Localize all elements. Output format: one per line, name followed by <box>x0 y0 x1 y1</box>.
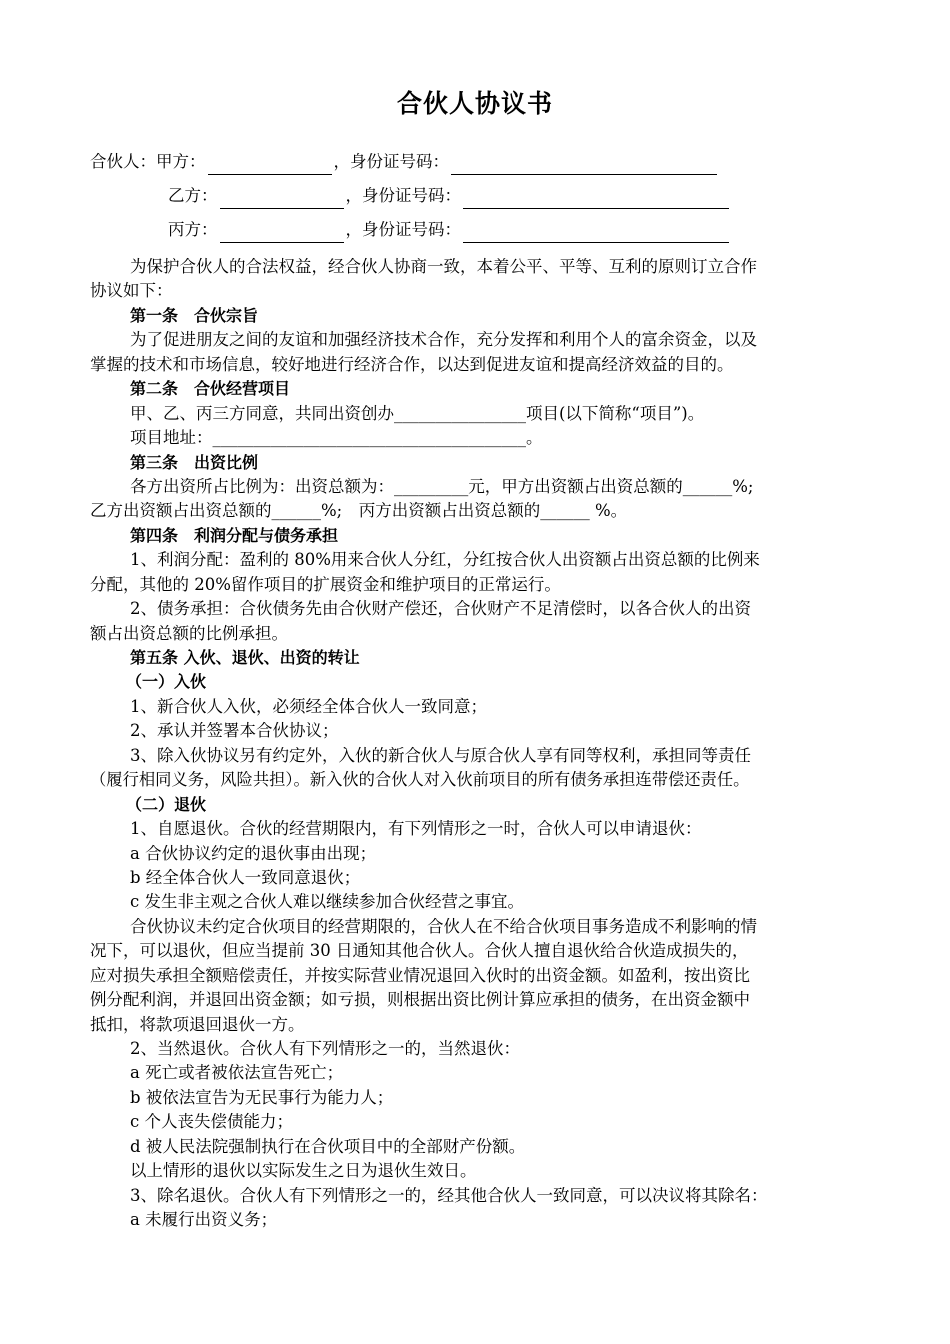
total-capital-blank[interactable]: _________ <box>394 476 469 496</box>
article-5-line: a 死亡或者被依法宣告死亡； <box>130 1063 344 1083</box>
party-b-id-field[interactable] <box>463 190 729 209</box>
article-5-line: b 被依法宣告为无民事行为能力人； <box>130 1087 394 1107</box>
article-2-line <box>90 426 865 450</box>
article-5-line: 3、除名退伙。合伙人有下列情形之一的，经其他合伙人一致同意，可以决议将其除名： <box>130 1185 768 1205</box>
agreement-body <box>90 255 865 1233</box>
article-5-line: c 个人丧失偿债能力； <box>130 1112 293 1132</box>
party-a-id-field[interactable] <box>451 156 717 175</box>
text: 乙方出资额占出资总额的 <box>90 501 272 521</box>
party-b-share-blank[interactable]: ______ <box>271 501 321 521</box>
party-label: 乙方： <box>168 186 218 205</box>
article-4-line: 额占出资总额的比例承担。 <box>90 623 288 643</box>
party-a-share-blank[interactable]: ______ <box>682 476 733 496</box>
intro-line: 协议如下： <box>90 281 173 301</box>
article-5-line: a 未履行出资义务； <box>130 1210 278 1230</box>
text: 项目(以下简称“项目”)。 <box>526 403 705 423</box>
project-name-blank[interactable]: ________________ <box>394 403 526 423</box>
project-address-blank[interactable]: ______________________________________ <box>212 428 526 448</box>
party-c-id-field[interactable] <box>463 224 729 243</box>
text: 项目地址： <box>130 428 213 448</box>
id-label: ，身份证号码： <box>333 152 449 171</box>
text: 。 <box>526 428 543 448</box>
id-label: ，身份证号码： <box>345 220 461 239</box>
text: 甲、乙、丙三方同意，共同出资创办 <box>130 403 394 423</box>
id-label: ，身份证号码： <box>345 186 461 205</box>
party-row-b <box>168 183 731 209</box>
article-1-heading: 第一条 合伙宗旨 <box>130 305 259 325</box>
article-5-line: 2、当然退伙。合伙人有下列情形之一的，当然退伙： <box>130 1039 520 1058</box>
article-5-line: 例分配利润，并退回出资金额；如亏损，则根据出资比例计算应承担的债务，在出资金额中 <box>90 990 750 1010</box>
article-4-line: 2、债务承担：合伙债务先由合伙财产偿还，合伙财产不足清偿时，以各合伙人的出资 <box>130 599 751 619</box>
article-1-line: 掌握的技术和市场信息，较好地进行经济合作，以达到促进友谊和提高经济效益的目的。 <box>90 354 734 374</box>
article-5-line: b 经全体合伙人一致同意退伙； <box>130 867 361 887</box>
article-4-heading: 第四条 利润分配与债务承担 <box>130 525 339 545</box>
article-2-heading: 第二条 合伙经营项目 <box>130 379 291 399</box>
intro-line: 为保护合伙人的合法权益，经合伙人协商一致，本着公平、平等、互利的原则订立合作 <box>130 257 757 276</box>
text: 元，甲方出资额占出资总额的 <box>468 476 683 496</box>
article-5-line: 3、除入伙协议另有约定外，入伙的新合伙人与原合伙人享有同等权利，承担同等责任 <box>130 745 751 765</box>
party-row-a <box>90 149 719 175</box>
article-5-line: 2、承认并签署本合伙协议； <box>130 721 339 741</box>
party-c-name-field[interactable] <box>220 224 344 243</box>
party-b-name-field[interactable] <box>220 190 344 209</box>
text: %。 <box>589 501 628 521</box>
article-5-line: c 发生非主观之合伙人难以继续参加合伙经营之事宜。 <box>130 892 524 912</box>
article-5-sub-quit: （二）退伙 <box>126 794 207 814</box>
document-title: 合伙人协议书 <box>396 89 553 118</box>
article-3-heading: 第三条 出资比例 <box>130 452 259 472</box>
article-4-line: 1、利润分配：盈利的 80%用来合伙人分红，分红按合伙人出资额占出资总额的比例来 <box>130 550 760 570</box>
text: 各方出资所占比例为：出资总额为： <box>130 476 394 496</box>
article-5-line: 以上情形的退伙以实际发生之日为退伙生效日。 <box>130 1161 477 1181</box>
article-2-line <box>90 402 865 426</box>
parties-prefix: 合伙人： <box>90 152 156 171</box>
article-5-line: 合伙协议未约定合伙项目的经营期限的，合伙人在不给合伙项目事务造成不利影响的情 <box>130 916 757 936</box>
party-c-share-blank[interactable]: ______ <box>540 501 590 521</box>
article-5-line: 1、新合伙人入伙，必须经全体合伙人一致同意； <box>130 696 487 716</box>
article-1-line: 为了促进朋友之间的友谊和加强经济技术合作，充分发挥和利用个人的富余资金，以及 <box>130 330 757 350</box>
article-5-line: a 合伙协议约定的退伙事由出现； <box>130 843 377 863</box>
article-5-heading: 第五条 入伙、退伙、出资的转让 <box>130 648 360 667</box>
text: %; 丙方出资额占出资总额的 <box>321 501 541 521</box>
article-4-line: 分配，其他的 20%留作项目的扩展资金和维护项目的正常运行。 <box>90 574 561 594</box>
party-label: 甲方： <box>156 152 206 171</box>
article-5-line: 况下，可以退伙，但应当提前 30 日通知其他合伙人。合伙人擅自退伙给合伙造成损失的， <box>90 941 749 961</box>
article-5-sub-join: （一）入伙 <box>126 672 207 692</box>
article-5-line: 抵扣，将款项退回退伙一方。 <box>90 1014 305 1034</box>
article-5-line: 应对损失承担全额赔偿责任，并按实际营业情况退回入伙时的出资金额。如盈利，按出资比 <box>90 965 750 985</box>
text: %; <box>732 476 754 496</box>
article-3-line <box>90 475 865 499</box>
party-row-c <box>168 217 731 243</box>
article-3-line <box>90 499 865 523</box>
article-5-line: （履行相同义务，风险共担）。新入伙的合伙人对入伙前项目的所有债务承担连带偿还责任。 <box>90 770 750 790</box>
article-5-line: d 被人民法院强制执行在合伙项目中的全部财产份额。 <box>130 1136 526 1156</box>
party-label: 丙方： <box>168 220 218 239</box>
party-a-name-field[interactable] <box>208 156 332 175</box>
article-5-line: 1、自愿退伙。合伙的经营期限内，有下列情形之一时，合伙人可以申请退伙： <box>130 819 702 839</box>
